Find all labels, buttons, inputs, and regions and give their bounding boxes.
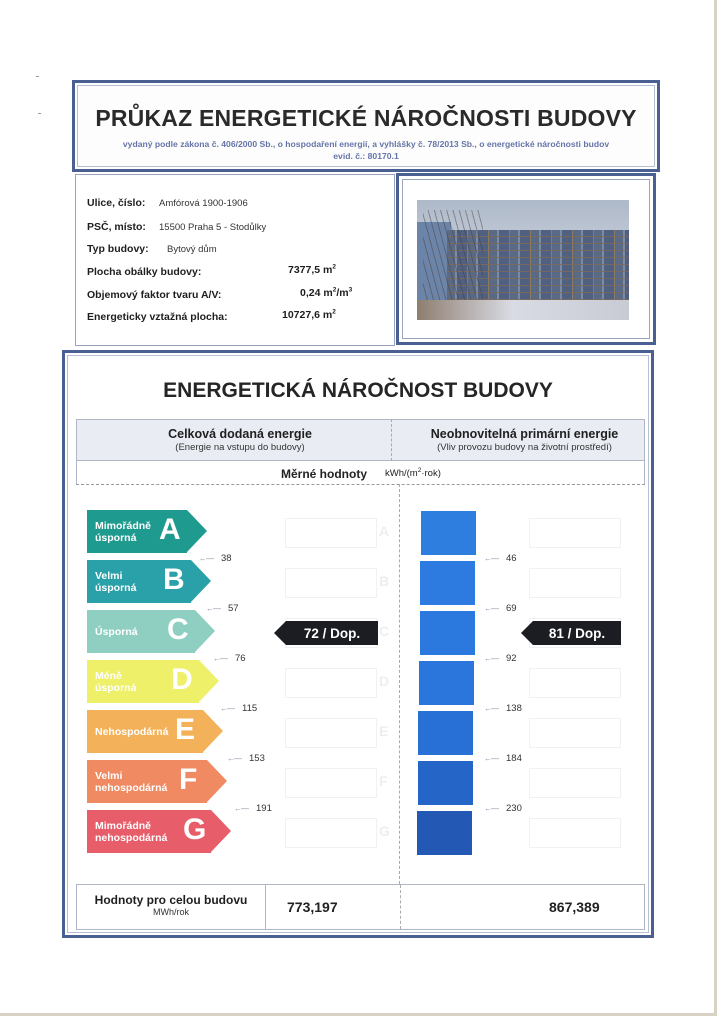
scan-speck — [36, 76, 39, 77]
unit-text: ·rok) — [421, 468, 441, 479]
primary-energy-rating-marker: 81 / Dop. — [533, 621, 621, 645]
class-letter: F — [179, 763, 198, 796]
divider — [76, 484, 645, 485]
faint-rating-box — [529, 818, 621, 848]
certificate-header — [72, 80, 660, 172]
energy-performance-panel — [62, 350, 654, 938]
photo-building-wing — [417, 222, 451, 304]
primary-energy-subtitle: (Vliv provozu budovy na životní prostředí) — [437, 442, 612, 453]
primary-threshold — [484, 653, 517, 664]
class-label-line: Velmi — [95, 769, 123, 782]
photo-building-floors — [447, 230, 629, 305]
unit-superscript: 2 — [332, 263, 336, 271]
primary-threshold — [484, 553, 517, 564]
arrow-left-icon: ←— — [484, 554, 498, 563]
class-threshold — [213, 653, 246, 664]
specific-values-row — [76, 461, 645, 485]
primary-energy-block-b — [420, 561, 475, 605]
faint-rating-box — [529, 718, 621, 748]
registration-number: evid. č.: 80170.1 — [333, 151, 399, 161]
delivered-energy-header — [77, 427, 403, 453]
column-divider — [391, 419, 392, 461]
primary-energy-block-d — [419, 661, 474, 705]
class-label — [95, 510, 151, 553]
postcode-label: PSČ, místo: — [87, 221, 146, 233]
arrow-left-icon: ←— — [199, 554, 213, 563]
specific-values-label: Měrné hodnoty — [281, 467, 367, 481]
class-label-line: nehospodárná — [95, 781, 168, 794]
faint-class-letter: D — [379, 673, 390, 689]
faint-rating-box — [529, 668, 621, 698]
legal-subtitle — [75, 138, 657, 162]
reference-area-value — [282, 309, 336, 321]
totals-row — [76, 884, 645, 930]
threshold-value: 184 — [506, 753, 522, 764]
primary-energy-block-g — [417, 811, 472, 855]
building-type-row — [87, 243, 217, 255]
class-threshold — [234, 803, 272, 814]
class-label — [95, 810, 167, 853]
envelope-area-number: 7377,5 m — [288, 264, 333, 276]
street-label: Ulice, číslo: — [87, 197, 146, 209]
primary-energy-block-a — [421, 511, 476, 555]
primary-threshold — [484, 703, 522, 714]
faint-class-letter: F — [379, 773, 388, 789]
threshold-value: 69 — [506, 603, 517, 614]
divider — [265, 885, 266, 929]
arrow-left-icon: ←— — [227, 754, 241, 763]
faint-rating-box — [285, 768, 377, 798]
faint-class-letter: B — [379, 573, 390, 589]
arrow-left-icon: ←— — [484, 704, 498, 713]
faint-class-letter: A — [379, 523, 390, 539]
class-label — [95, 660, 136, 703]
faint-rating-box — [529, 568, 621, 598]
faint-class-letter: C — [379, 623, 390, 639]
envelope-area-value — [288, 264, 336, 276]
reference-area-label: Energeticky vztažná plocha: — [87, 311, 228, 323]
total-primary-energy: 867,389 — [549, 899, 600, 915]
class-arrow-tip — [187, 510, 207, 552]
primary-threshold — [484, 803, 522, 814]
delivered-energy-subtitle: (Energie na vstupu do budovy) — [175, 442, 305, 453]
faint-class-letter: G — [379, 823, 390, 839]
column-header-row — [76, 419, 645, 461]
threshold-value: 115 — [242, 703, 258, 714]
class-threshold — [199, 553, 232, 564]
primary-energy-block-f — [418, 761, 473, 805]
page-edge — [0, 1013, 717, 1016]
primary-threshold — [484, 603, 517, 614]
building-info-panel — [75, 174, 395, 346]
threshold-value: 138 — [506, 703, 522, 714]
envelope-area-label: Plocha obálky budovy: — [87, 266, 202, 278]
totals-title: Hodnoty pro celou budovu — [94, 893, 248, 907]
shape-factor-label: Objemový faktor tvaru A/V: — [87, 289, 222, 301]
threshold-value: 153 — [249, 753, 265, 764]
primary-energy-block-c — [420, 611, 475, 655]
class-threshold — [206, 603, 239, 614]
primary-energy-title: Neobnovitelná primární energie — [430, 427, 619, 441]
threshold-value: 191 — [256, 803, 272, 814]
reference-area-number: 10727,6 m — [282, 309, 333, 321]
faint-rating-box — [285, 568, 377, 598]
delivered-energy-rating-marker: 72 / Dop. — [286, 621, 378, 645]
photo-frame — [396, 173, 656, 345]
building-type-value: Bytový dům — [167, 244, 217, 255]
class-label-line: Nehospodárná — [95, 725, 169, 738]
class-threshold — [227, 753, 265, 764]
arrow-left-icon: ←— — [484, 804, 498, 813]
class-label-line: Mimořádně — [95, 819, 152, 832]
arrow-left-icon: ←— — [213, 654, 227, 663]
shape-factor-number: 0,24 m — [300, 287, 333, 299]
scan-speck — [38, 113, 41, 114]
class-arrow-tip — [207, 760, 227, 802]
street-value: Amfórová 1900-1906 — [159, 198, 248, 209]
class-letter: B — [163, 563, 185, 596]
building-type-label: Typ budovy: — [87, 243, 149, 255]
photo-trees — [423, 210, 483, 305]
faint-rating-box — [285, 668, 377, 698]
section-title: ENERGETICKÁ NÁROČNOST BUDOVY — [163, 379, 553, 402]
faint-rating-box — [285, 818, 377, 848]
class-arrow-tip — [211, 810, 231, 852]
shape-factor-value — [300, 287, 352, 299]
subtitle-line-1: vydaný podle zákona č. 406/2000 Sb., o hospodaření energií, a vyhlášky č. 78/2013 Sb., o energetické náročnosti budov — [122, 139, 610, 149]
specific-values-unit — [385, 468, 441, 479]
totals-unit: MWh/rok — [153, 907, 189, 917]
class-label — [95, 760, 167, 803]
arrow-left-icon: ←— — [484, 654, 498, 663]
street-row — [87, 197, 248, 209]
photo-building — [447, 230, 629, 305]
class-arrow-tip — [191, 560, 211, 602]
arrow-left-icon: ←— — [234, 804, 248, 813]
arrow-left-icon: ←— — [206, 604, 220, 613]
unit-superscript: 2 — [332, 286, 337, 294]
class-letter: A — [159, 513, 181, 546]
class-label-line: Velmi — [95, 569, 123, 582]
totals-label — [77, 893, 265, 917]
threshold-value: 92 — [506, 653, 517, 664]
faint-rating-box — [285, 518, 377, 548]
class-letter: D — [171, 663, 193, 696]
threshold-value: 46 — [506, 553, 517, 564]
class-letter: C — [167, 613, 189, 646]
threshold-value: 230 — [506, 803, 522, 814]
class-arrow-tip — [195, 610, 215, 652]
postcode-row — [87, 221, 267, 233]
faint-rating-box — [529, 768, 621, 798]
divider — [400, 885, 401, 929]
page-title: PRŮKAZ ENERGETICKÉ NÁROČNOSTI BUDOVY — [95, 105, 637, 131]
class-label-line: úsporná — [95, 581, 137, 594]
unit-superscript: 2 — [332, 308, 336, 316]
total-delivered-energy: 773,197 — [287, 899, 338, 915]
unit-superscript: 3 — [348, 286, 353, 294]
delivered-energy-title: Celková dodaná energie — [168, 427, 312, 441]
arrow-left-icon: ←— — [220, 704, 234, 713]
threshold-value: 76 — [235, 653, 246, 664]
unit-superscript: 2 — [417, 466, 422, 474]
threshold-value: 38 — [221, 553, 232, 564]
photo-sky — [417, 200, 629, 320]
unit-divider: /m — [336, 287, 349, 299]
class-threshold — [220, 703, 257, 714]
threshold-value: 57 — [228, 603, 239, 614]
primary-energy-block-e — [418, 711, 473, 755]
primary-threshold — [484, 753, 522, 764]
primary-energy-header — [403, 427, 646, 453]
faint-class-letter: E — [379, 723, 389, 739]
arrow-left-icon: ←— — [484, 754, 498, 763]
faint-rating-box — [285, 718, 377, 748]
class-arrow-tip — [199, 660, 219, 702]
class-letter: G — [183, 813, 207, 846]
arrow-left-icon: ←— — [484, 604, 498, 613]
postcode-value: 15500 Praha 5 - Stodůlky — [159, 222, 267, 233]
class-label-line: nehospodárná — [95, 831, 168, 844]
column-divider — [399, 484, 400, 884]
photo-ground — [417, 300, 629, 320]
faint-rating-box — [529, 518, 621, 548]
unit-text: kWh/(m — [385, 468, 418, 479]
class-label-line: Úsporná — [95, 625, 138, 638]
class-label-line: úsporná — [95, 531, 137, 544]
class-letter: E — [175, 713, 196, 746]
class-label — [95, 560, 136, 603]
class-arrow-tip — [203, 710, 223, 752]
class-label-line: Méně úsporná — [95, 669, 137, 694]
page-edge — [714, 0, 717, 1015]
class-label-line: Mimořádně — [95, 519, 152, 532]
class-label — [95, 710, 169, 753]
building-photo — [417, 200, 629, 320]
class-label — [95, 610, 138, 653]
